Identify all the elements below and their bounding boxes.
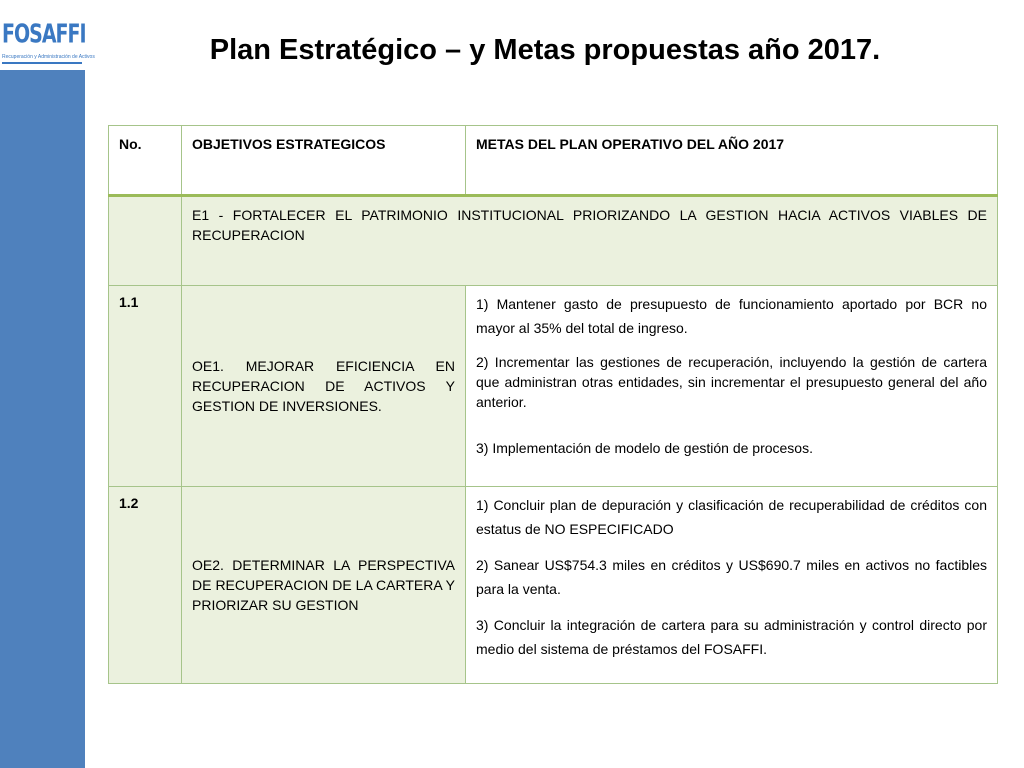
meta-item: 2) Sanear US$754.3 miles en créditos y US$690.7 miles en activos no factibles para la venta.	[476, 557, 987, 597]
row-number: 1.2	[109, 487, 182, 684]
section-no-cell	[109, 196, 182, 286]
header-row	[109, 126, 998, 196]
row-objective-cell	[182, 487, 466, 684]
meta-item: 3) Concluir la integración de cartera para su administración y control directo por medio del sistema de préstamos del FOSAFFI.	[476, 617, 987, 657]
header-metas: METAS DEL PLAN OPERATIVO DEL AÑO 2017	[466, 126, 998, 196]
row-objective-cell	[182, 286, 466, 487]
table-row	[109, 487, 998, 684]
row-metas	[466, 286, 998, 487]
section-title: E1 - FORTALECER EL PATRIMONIO INSTITUCIONAL PRIORIZANDO LA GESTION HACIA ACTIVOS VIABLES DE RECUPERACION	[182, 196, 998, 286]
section-row	[109, 196, 998, 286]
logo	[0, 0, 95, 70]
meta-item: 3) Implementación de modelo de gestión de procesos.	[476, 440, 813, 456]
row-objective: OE1. MEJORAR EFICIENCIA EN RECUPERACION DE ACTIVOS Y GESTION DE INVERSIONES.	[192, 358, 455, 414]
row-number: 1.1	[109, 286, 182, 487]
header-objetivos: OBJETIVOS ESTRATEGICOS	[182, 126, 466, 196]
sidebar-band	[0, 0, 95, 768]
header-no: No.	[109, 126, 182, 196]
table-row	[109, 286, 998, 487]
plan-table	[108, 125, 998, 684]
logo-brand: FOSAFFI	[2, 19, 86, 50]
row-objective: OE2. DETERMINAR LA PERSPECTIVA DE RECUPERACION DE LA CARTERA Y PRIORIZAR SU GESTION	[192, 557, 455, 613]
meta-item: 1) Concluir plan de depuración y clasificación de recuperabilidad de créditos con estatus de NO ESPECIFICADO	[476, 497, 987, 537]
logo-underline	[2, 62, 82, 64]
slide-title: Plan Estratégico – y Metas propuestas año 2017.	[209, 34, 881, 66]
logo-tagline: Recuperación y Administración de Activos	[2, 54, 95, 60]
row-metas	[466, 487, 998, 684]
meta-item: 2) Incrementar las gestiones de recuperación, incluyendo la gestión de cartera que administran otras entidades, sin incrementar el presupuesto general del año anterior.	[476, 354, 987, 410]
meta-item: 1) Mantener gasto de presupuesto de funcionamiento aportado por BCR no mayor al 35% del total de ingreso.	[476, 296, 987, 336]
